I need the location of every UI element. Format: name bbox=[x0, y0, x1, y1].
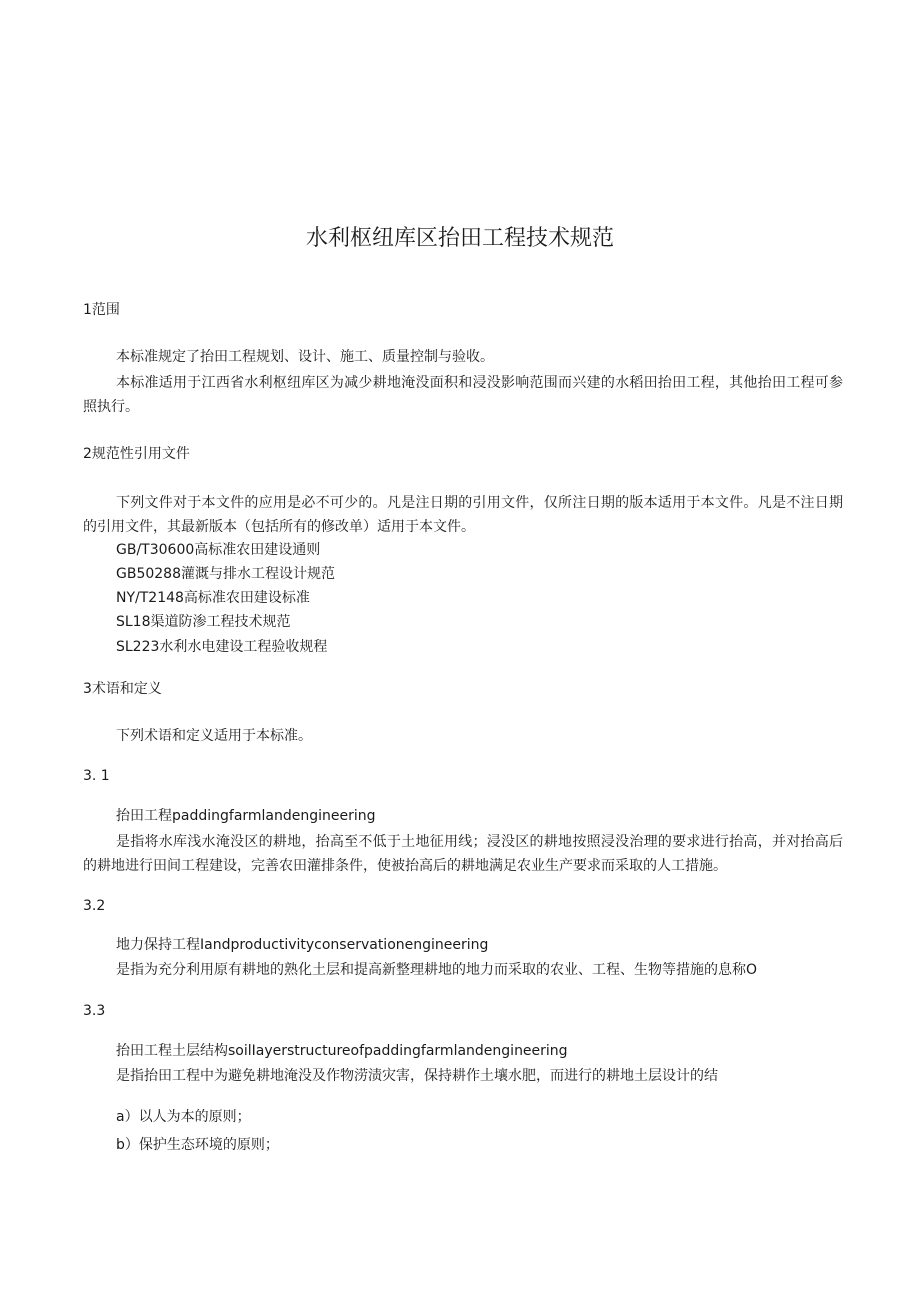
reference-item: NY/T2148高标准农田建设标准 bbox=[116, 590, 310, 606]
term-definition: 是指将水库浅水淹没区的耕地，抬高至不低于土地征用线；浸没区的耕地按照浸没治理的要求进行抬高，并对抬高后的耕地进行田间工程建设，完善农田灌排条件，使被抬高后的耕地满足农业生产要求而采取的人工措施。 bbox=[83, 834, 843, 874]
section-3-heading: 3术语和定义 bbox=[83, 681, 162, 697]
section-2-heading: 2规范性引用文件 bbox=[83, 446, 190, 462]
document-title: 水利枢纽库区抬田工程技术规范 bbox=[305, 226, 614, 251]
section-3-paragraph-1: 下列术语和定义适用于本标准。 bbox=[116, 728, 312, 744]
section-1-paragraph-2: 本标准适用于江西省水利枢纽库区为减少耕地淹没面积和浸没影响范围而兴建的水稻田抬田工程，其他抬田工程可参照执行。 bbox=[83, 375, 843, 415]
term-name: 抬田工程paddingfarmlandengineering bbox=[116, 808, 376, 824]
reference-item: SL18渠道防渗工程技术规范 bbox=[116, 614, 291, 630]
term-definition: 是指抬田工程中为避免耕地淹没及作物涝渍灾害，保持耕作土壤水肥，而进行的耕地土层设计的结 bbox=[116, 1068, 718, 1084]
term-number: 3.2 bbox=[83, 898, 106, 914]
term-name: 抬田工程土层结构soilIayerstructureofpaddingfarmlandengineering bbox=[116, 1043, 568, 1059]
term-name: 地力保持工程Iandproductivityconservationengineering bbox=[116, 937, 489, 953]
list-item: b）保护生态环境的原则； bbox=[116, 1137, 279, 1153]
section-2-paragraph-1: 下列文件对于本文件的应用是必不可少的。凡是注日期的引用文件，仅所注日期的版本适用于本文件。凡是不注日期的引用文件，其最新版本（包括所有的修改单）适用于本文件。 bbox=[83, 495, 843, 535]
term-definition: 是指为充分利用原有耕地的熟化土层和提高新整理耕地的地力而采取的农业、工程、生物等措施的息称O bbox=[116, 962, 758, 978]
list-item: a）以人为本的原则； bbox=[116, 1109, 251, 1125]
term-number: 3. 1 bbox=[83, 768, 110, 784]
section-1-heading: 1范围 bbox=[83, 302, 120, 318]
section-1-paragraph-1: 本标准规定了抬田工程规划、设计、施工、质量控制与验收。 bbox=[116, 349, 494, 365]
reference-item: GB/T30600高标准农田建设通则 bbox=[116, 542, 321, 558]
term-number: 3.3 bbox=[83, 1003, 106, 1019]
reference-item: SL223水利水电建设工程验收规程 bbox=[116, 639, 328, 655]
reference-item: GB50288灌溉与排水工程设计规范 bbox=[116, 566, 335, 582]
